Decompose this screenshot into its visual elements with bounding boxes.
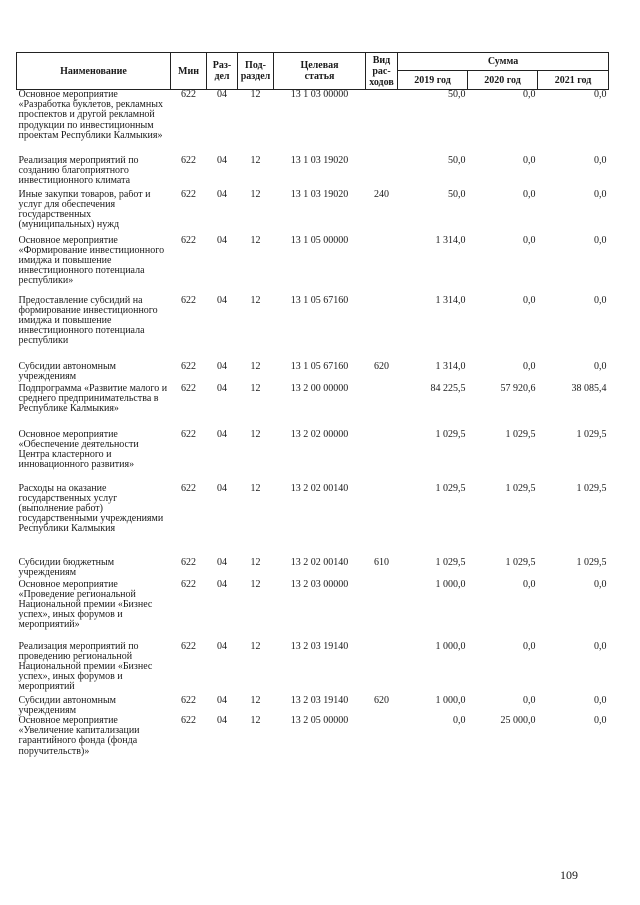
cell-y2019: 1 029,5: [435, 557, 466, 568]
cell-vid: [366, 236, 398, 296]
cell-vid: [366, 430, 398, 484]
cell-min: 622: [181, 429, 196, 440]
cell-article: 13 2 03 19140: [290, 695, 349, 706]
table-row: [17, 190, 609, 236]
cell-y2020: 25 000,0: [500, 715, 536, 726]
header-podrazdel: Под- раздел: [238, 53, 274, 90]
header-name: Наименование: [17, 53, 171, 90]
cell-y2020: 0,0: [523, 695, 536, 706]
cell-vid: 620: [374, 361, 389, 372]
cell-y2020: 0,0: [523, 641, 536, 652]
cell-y2019: 1 029,5: [435, 429, 466, 440]
cell-vid: [366, 484, 398, 558]
cell-podrazdel: 12: [250, 557, 261, 568]
cell-y2019: 50,0: [448, 189, 466, 200]
table-row: [17, 716, 609, 766]
cell-y2020: 0,0: [523, 189, 536, 200]
header-min: Мин: [171, 53, 207, 90]
cell-y2019: 84 225,5: [430, 383, 466, 394]
cell-article: 13 2 02 00140: [290, 483, 349, 494]
cell-name: Основное мероприятие «Увеличение капитализации гарантийного фонда (фонда поручительств)»: [18, 715, 140, 757]
cell-min: 622: [181, 235, 196, 246]
cell-y2020: 1 029,5: [505, 483, 536, 494]
cell-y2020: 0,0: [523, 155, 536, 166]
cell-name: Расходы на оказание государственных услуг (выполнение работ) государственными учреждениями Республики Калмыкия: [18, 483, 164, 535]
cell-name: Субсидии автономным учреждениям: [18, 695, 116, 716]
cell-y2021: 0,0: [594, 155, 607, 166]
cell-y2019: 1 000,0: [435, 641, 466, 652]
cell-y2019: 1 314,0: [435, 361, 466, 372]
header-sum: Сумма: [398, 53, 609, 71]
cell-article: 13 1 05 67160: [290, 295, 349, 306]
cell-razdel: 04: [217, 383, 227, 394]
table-row: [17, 156, 609, 190]
header-2020: 2020 год: [468, 71, 538, 90]
cell-razdel: 04: [217, 641, 227, 652]
cell-name: Основное мероприятие «Разработка буклетов, рекламных проспектов и другой рекламной продукции по инвестиционным проектам Республики Калмыкия»: [18, 89, 163, 141]
table-row: [17, 296, 609, 362]
cell-podrazdel: 12: [250, 189, 261, 200]
cell-vid: [366, 642, 398, 696]
cell-razdel: 04: [217, 189, 227, 200]
cell-y2021: 0,0: [594, 235, 607, 246]
cell-vid: 240: [374, 189, 389, 200]
cell-razdel: 04: [217, 557, 227, 568]
cell-min: 622: [181, 695, 196, 706]
page-number: 109: [560, 868, 578, 882]
header-2021: 2021 год: [538, 71, 609, 90]
cell-vid: 620: [374, 695, 389, 706]
cell-y2020: 1 029,5: [505, 557, 536, 568]
header-2019: 2019 год: [398, 71, 468, 90]
cell-y2021: 1 029,5: [576, 429, 607, 440]
cell-vid: [366, 580, 398, 642]
cell-y2021: 0,0: [594, 89, 607, 100]
table-row: [17, 236, 609, 296]
cell-y2020: 0,0: [523, 361, 536, 372]
cell-podrazdel: 12: [250, 641, 261, 652]
cell-name: Подпрограмма «Развитие малого и среднего предпринимательства в Республике Калмыкия»: [18, 383, 168, 414]
cell-y2019: 0,0: [453, 715, 466, 726]
cell-name: Субсидии бюджетным учреждениям: [18, 557, 115, 578]
table-row: [17, 484, 609, 558]
table-row: [17, 384, 609, 430]
cell-y2021: 0,0: [594, 579, 607, 590]
cell-min: 622: [181, 89, 196, 100]
table-header: [17, 53, 609, 90]
cell-vid: [366, 716, 398, 766]
cell-article: 13 2 05 00000: [290, 715, 349, 726]
header-razdel: Раз- дел: [207, 53, 238, 90]
cell-y2019: 1 029,5: [435, 483, 466, 494]
cell-name: Субсидии автономным учреждениям: [18, 361, 116, 382]
cell-y2021: 0,0: [594, 189, 607, 200]
cell-podrazdel: 12: [250, 235, 261, 246]
cell-vid: 610: [374, 557, 389, 568]
cell-razdel: 04: [217, 89, 227, 100]
cell-razdel: 04: [217, 695, 227, 706]
cell-article: 13 2 02 00140: [290, 557, 349, 568]
cell-name: Основное мероприятие «Обеспечение деятельности Центра кластерного и инновационного развития»: [18, 429, 139, 471]
cell-article: 13 2 03 00000: [290, 579, 349, 590]
cell-name: Реализация мероприятий по созданию благоприятного инвестиционного климата: [18, 155, 139, 186]
cell-y2019: 1 000,0: [435, 695, 466, 706]
cell-vid: [366, 384, 398, 430]
cell-y2020: 0,0: [523, 295, 536, 306]
cell-vid: [366, 156, 398, 190]
cell-y2021: 1 029,5: [576, 557, 607, 568]
cell-min: 622: [181, 383, 196, 394]
cell-y2020: 0,0: [523, 579, 536, 590]
cell-podrazdel: 12: [250, 361, 261, 372]
cell-razdel: 04: [217, 155, 227, 166]
cell-name: Предоставление субсидий на формирование инвестиционного имиджа и повышение инвестиционного потенциала республики: [18, 295, 158, 347]
cell-vid: [366, 90, 398, 156]
cell-y2021: 0,0: [594, 695, 607, 706]
cell-razdel: 04: [217, 579, 227, 590]
cell-min: 622: [181, 579, 196, 590]
cell-article: 13 2 03 19140: [290, 641, 349, 652]
cell-razdel: 04: [217, 235, 227, 246]
cell-podrazdel: 12: [250, 483, 261, 494]
table-row: [17, 430, 609, 484]
cell-min: 622: [181, 361, 196, 372]
cell-podrazdel: 12: [250, 715, 261, 726]
cell-name: Основное мероприятие «Формирование инвестиционного имиджа и повышение инвестиционного потенциала республики»: [18, 235, 165, 287]
cell-y2021: 38 085,4: [571, 383, 607, 394]
cell-article: 13 1 05 00000: [290, 235, 349, 246]
cell-min: 622: [181, 483, 196, 494]
cell-y2021: 1 029,5: [576, 483, 607, 494]
cell-article: 13 2 02 00000: [290, 429, 349, 440]
cell-y2020: 0,0: [523, 235, 536, 246]
cell-y2021: 0,0: [594, 715, 607, 726]
cell-vid: [366, 296, 398, 362]
cell-y2019: 1 314,0: [435, 235, 466, 246]
cell-min: 622: [181, 557, 196, 568]
cell-y2019: 50,0: [448, 155, 466, 166]
cell-y2019: 1 314,0: [435, 295, 466, 306]
cell-article: 13 1 05 67160: [290, 361, 349, 372]
cell-y2021: 0,0: [594, 641, 607, 652]
cell-article: 13 2 00 00000: [290, 383, 349, 394]
cell-min: 622: [181, 715, 196, 726]
table-row: [17, 558, 609, 580]
cell-name: Реализация мероприятий по проведению региональной Национальной премии «Бизнес успех», иных форумов и мероприятий: [18, 641, 153, 693]
table-row: [17, 362, 609, 384]
cell-podrazdel: 12: [250, 383, 261, 394]
cell-min: 622: [181, 155, 196, 166]
document-page: [16, 52, 608, 766]
cell-y2020: 0,0: [523, 89, 536, 100]
cell-razdel: 04: [217, 295, 227, 306]
cell-article: 13 1 03 19020: [290, 155, 349, 166]
cell-podrazdel: 12: [250, 295, 261, 306]
header-vid: Вид рас- ходов: [366, 53, 398, 90]
cell-razdel: 04: [217, 715, 227, 726]
table-row: [17, 642, 609, 696]
cell-name: Основное мероприятие «Проведение региональной Национальной премии «Бизнес успех», иных форумов и мероприятий»: [18, 579, 153, 631]
cell-razdel: 04: [217, 483, 227, 494]
cell-podrazdel: 12: [250, 155, 261, 166]
cell-article: 13 1 03 19020: [290, 189, 349, 200]
cell-min: 622: [181, 189, 196, 200]
cell-min: 622: [181, 295, 196, 306]
cell-podrazdel: 12: [250, 89, 261, 100]
cell-razdel: 04: [217, 429, 227, 440]
cell-name: Иные закупки товаров, работ и услуг для обеспечения государственных (муниципальных) нужд: [18, 189, 151, 231]
cell-y2021: 0,0: [594, 295, 607, 306]
budget-table: [16, 52, 609, 766]
cell-article: 13 1 03 00000: [290, 89, 349, 100]
table-row: [17, 580, 609, 642]
table-row: [17, 696, 609, 716]
cell-y2020: 57 920,6: [500, 383, 536, 394]
cell-y2021: 0,0: [594, 361, 607, 372]
cell-podrazdel: 12: [250, 429, 261, 440]
cell-razdel: 04: [217, 361, 227, 372]
table-row: [17, 90, 609, 156]
cell-y2019: 1 000,0: [435, 579, 466, 590]
cell-min: 622: [181, 641, 196, 652]
cell-podrazdel: 12: [250, 579, 261, 590]
header-article: Целевая статья: [274, 53, 366, 90]
cell-podrazdel: 12: [250, 695, 261, 706]
cell-y2019: 50,0: [448, 89, 466, 100]
table-body: [17, 90, 609, 766]
cell-y2020: 1 029,5: [505, 429, 536, 440]
